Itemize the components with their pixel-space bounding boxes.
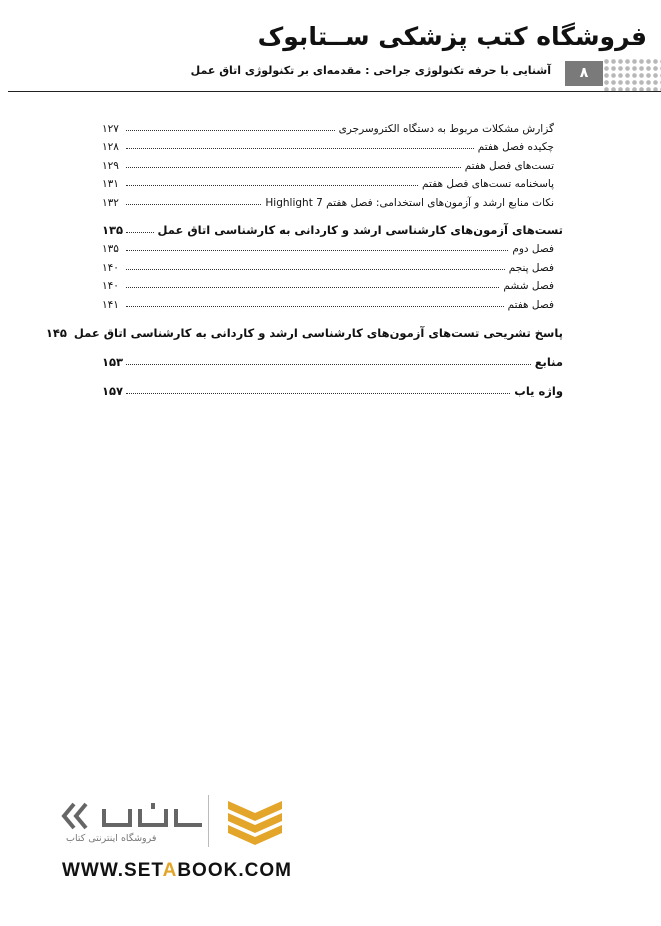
dot-leader [126, 268, 505, 270]
toc-label: فصل دوم [512, 243, 554, 255]
toc-page: ۱۵۳ [102, 354, 124, 369]
setabook-logo [60, 795, 290, 855]
toc-page: ۱۵۷ [102, 383, 124, 398]
website-highlight: A [162, 860, 178, 881]
toc-section-heading[interactable] [102, 349, 563, 369]
toc-page: ۱۲۷ [102, 122, 119, 135]
header-rule [8, 91, 661, 92]
dot-leader [126, 392, 510, 394]
toc-page: ۱۳۵ [102, 222, 124, 237]
dot-leader [126, 184, 418, 186]
dot-leader [126, 147, 474, 149]
toc-label: پاسخ تشریحی تست‌های آزمون‌های کارشناسی ارشد و کاردانی به کارشناسی اتاق عمل [73, 325, 563, 340]
logo-wordmark-icon [100, 801, 206, 831]
toc-row[interactable] [102, 116, 563, 135]
page-number: ۸ [565, 61, 603, 86]
dot-leader [126, 166, 461, 168]
toc-label: گزارش مشکلات مربوط به دستگاه الکتروسرجری [338, 122, 554, 135]
toc-page: ۱۴۰ [102, 280, 119, 292]
toc-row[interactable] [102, 153, 563, 172]
table-of-contents [45, 116, 563, 398]
toc-label: منابع [534, 354, 563, 369]
toc-page: ۱۴۱ [102, 298, 119, 311]
book-chevron-icon [220, 795, 290, 845]
toc-row[interactable] [102, 274, 563, 293]
toc-section-heading[interactable] [102, 378, 563, 398]
toc-section-heading[interactable] [102, 217, 563, 237]
toc-page: ۱۳۱ [102, 178, 119, 190]
logo-subtitle: فروشگاه اینترنتی کتاب [66, 833, 157, 844]
toc-row[interactable] [102, 172, 563, 191]
dot-leader [126, 286, 499, 288]
website-url[interactable] [62, 860, 292, 882]
double-chevron-icon [60, 801, 104, 831]
toc-page: ۱۴۵ [45, 325, 67, 340]
dot-leader [126, 129, 335, 131]
toc-section-heading[interactable] [45, 320, 563, 340]
toc-row[interactable] [102, 255, 563, 274]
dot-leader [126, 249, 508, 251]
website-suffix: BOOK.COM [177, 860, 292, 881]
toc-row[interactable] [102, 237, 563, 256]
toc-page: ۱۳۵ [102, 243, 119, 255]
toc-row[interactable] [102, 292, 563, 311]
dot-leader [126, 203, 261, 205]
dot-leader [126, 363, 531, 365]
book-title: آشنایی با حرفه تکنولوژی جراحی : مقدمه‌ای بر تکنولوژی اتاق عمل [190, 64, 551, 77]
toc-label: نکات منابع ارشد و آزمون‌های استخدامی: فصل هفتم Highlight 7 [265, 196, 554, 209]
dot-leader [126, 231, 154, 233]
toc-label: فصل هفتم [507, 298, 554, 311]
store-title: فروشگاه کتب پزشکی ســتابوک [257, 22, 647, 51]
toc-page: ۱۲۹ [102, 159, 119, 172]
toc-label: فصل ششم [503, 280, 554, 292]
header-dot-pattern [603, 58, 661, 92]
toc-page: ۱۲۸ [102, 141, 119, 153]
website-prefix: WWW.SET [62, 860, 163, 881]
toc-label: چکیده فصل هفتم [477, 141, 554, 153]
toc-row[interactable] [102, 190, 563, 209]
dot-leader [126, 305, 504, 307]
toc-label: فصل پنجم [508, 261, 554, 274]
toc-label: تست‌های فصل هفتم [464, 159, 554, 172]
toc-page: ۱۳۲ [102, 196, 119, 209]
toc-row[interactable] [102, 135, 563, 154]
toc-label: تست‌های آزمون‌های کارشناسی ارشد و کاردانی به کارشناسی اتاق عمل [157, 222, 563, 237]
toc-label: پاسخنامه تست‌های فصل هفتم [422, 178, 554, 190]
toc-page: ۱۴۰ [102, 261, 119, 274]
toc-label: واژه یاب [514, 383, 563, 398]
logo-divider [208, 795, 209, 847]
